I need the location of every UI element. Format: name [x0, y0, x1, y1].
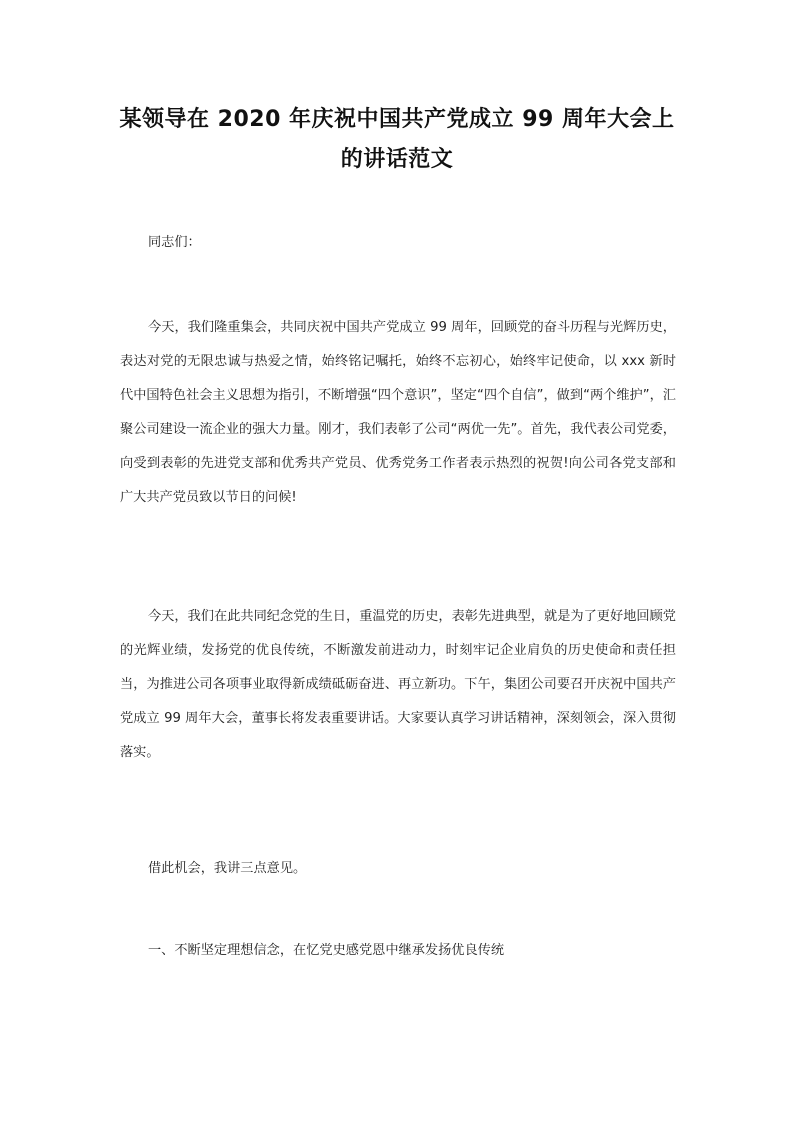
- section-heading: 一、不断坚定理想信念，在忆党史感党恩中继承发扬优良传统: [148, 943, 505, 958]
- body-paragraph: 今天，我们隆重集会，共同庆祝中国共产党成立 99 周年，回顾党的奋斗历程与光辉历史，表达对党的无限忠诚与热爱之情，始终铭记嘱托，始终不忘初心，始终牢记使命，以 xxx 新时代中国特色社会主义思想为指引，不断增强“四个意识”，坚定“四个自信”，做到“两个维护”，汇聚公司建设一流企业的强大力量。刚才，我们表彰了公司“两优一先”。首先，我代表公司党委，向受到表彰的先进党支部和优秀共产党员、优秀党务工作者表示热烈的祝贺!向公司各党支部和广大共产党员致以节日的问候!: [120, 320, 676, 505]
- greeting-paragraph: 同志们：: [148, 235, 201, 250]
- document-title: 某领导在 2020 年庆祝中国共产党成立 99 周年大会上的讲话范文: [119, 107, 675, 172]
- body-paragraph: 借此机会，我讲三点意见。: [148, 861, 307, 876]
- body-paragraph: 今天，我们在此共同纪念党的生日，重温党的历史，表彰先进典型，就是为了更好地回顾党的光辉业绩，发扬党的优良传统，不断激发前进动力，时刻牢记企业肩负的历史使命和责任担当，为推进公司各项事业取得新成绩砥砺奋进、再立新功。下午，集团公司要召开庆祝中国共产党成立 99 周年大会，董事长将发表重要讲话。大家要认真学习讲话精神，深刻领会，深入贯彻落实。: [120, 609, 676, 760]
